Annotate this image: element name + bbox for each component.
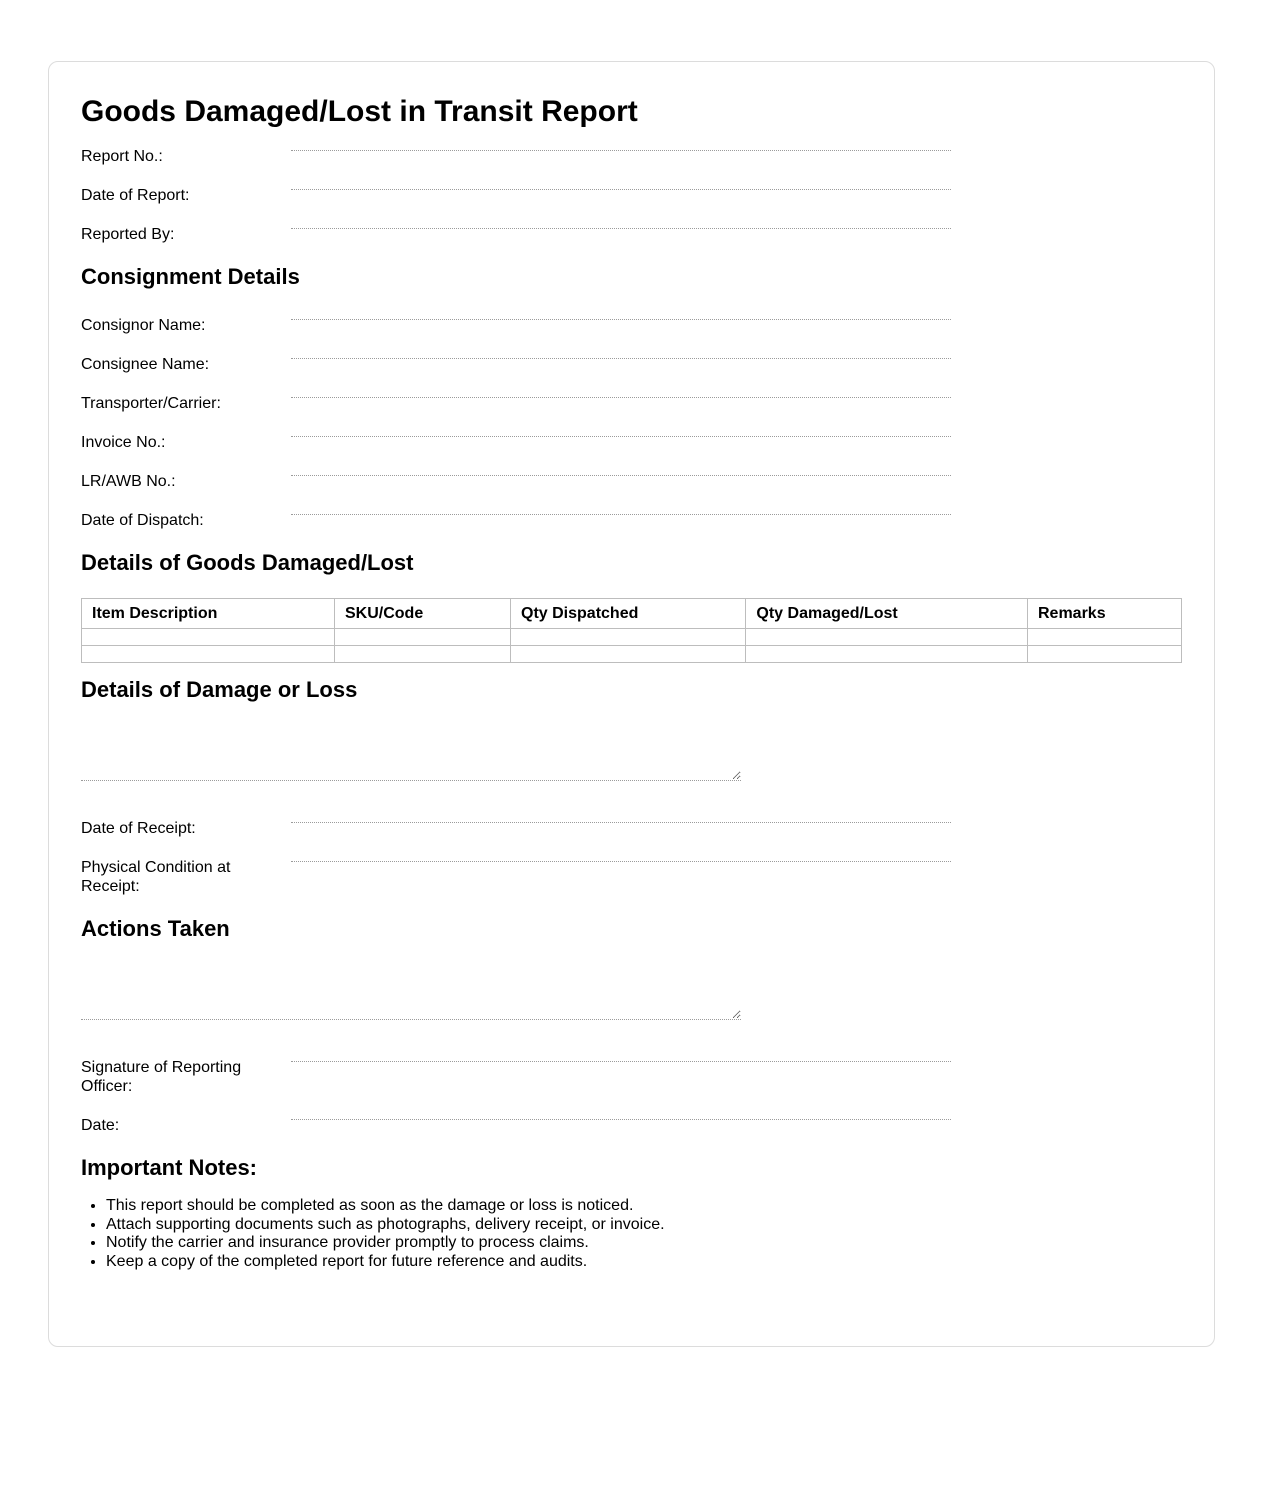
lr-awb-no-input[interactable] <box>291 472 951 476</box>
field-transporter-carrier <box>81 394 952 413</box>
column-header-sku-code: SKU/Code <box>335 599 511 629</box>
damage-description-textarea[interactable] <box>81 719 741 781</box>
invoice-no-label: Invoice No.: <box>81 434 166 451</box>
field-invoice-no <box>81 433 952 452</box>
page-title: Goods Damaged/Lost in Transit Report <box>81 95 638 128</box>
section-heading-consignment: Consignment Details <box>81 264 300 289</box>
date-of-dispatch-label: Date of Dispatch: <box>81 512 204 529</box>
consignor-name-label: Consignor Name: <box>81 317 206 334</box>
field-date-of-dispatch <box>81 511 952 530</box>
reported-by-input[interactable] <box>291 225 951 229</box>
field-consignee-name <box>81 355 952 374</box>
signature-input[interactable] <box>291 1058 951 1062</box>
list-item: • This report should be completed as soon as the damage or loss is noticed. <box>106 1197 1182 1216</box>
table-row <box>82 629 1182 646</box>
field-consignor-name <box>81 316 952 335</box>
table-cell <box>1027 629 1181 646</box>
physical-condition-label: Physical Condition at Receipt: <box>81 859 231 895</box>
date-of-receipt-label: Date of Receipt: <box>81 820 196 837</box>
table-cell <box>82 629 335 646</box>
column-header-remarks: Remarks <box>1027 599 1181 629</box>
consignor-name-input[interactable] <box>291 316 951 320</box>
page-background <box>0 61 1263 1493</box>
transporter-carrier-input[interactable] <box>291 394 951 398</box>
table-cell <box>82 646 335 663</box>
consignee-name-label: Consignee Name: <box>81 356 210 373</box>
reported-by-label: Reported By: <box>81 226 175 243</box>
table-cell <box>746 629 1028 646</box>
date-of-receipt-input[interactable] <box>291 819 951 823</box>
table-cell <box>511 646 746 663</box>
field-reported-by <box>81 225 952 244</box>
table-row <box>82 646 1182 663</box>
list-item: • Keep a copy of the completed report for future reference and audits. <box>106 1253 1182 1272</box>
field-report-no <box>81 147 952 166</box>
table-cell <box>1027 646 1181 663</box>
date-of-report-input[interactable] <box>291 186 951 190</box>
section-heading-goods: Details of Goods Damaged/Lost <box>81 550 414 575</box>
report-no-input[interactable] <box>291 147 951 151</box>
signature-date-input[interactable] <box>291 1116 951 1120</box>
table-cell <box>511 629 746 646</box>
field-signature <box>81 1058 952 1096</box>
column-header-item-description: Item Description <box>82 599 335 629</box>
field-signature-date <box>81 1116 952 1135</box>
field-physical-condition <box>81 858 952 896</box>
table-cell <box>335 629 511 646</box>
field-date-of-report <box>81 186 952 205</box>
signature-date-label: Date: <box>81 1117 120 1134</box>
list-item: • Attach supporting documents such as photographs, delivery receipt, or invoice. <box>106 1216 1182 1235</box>
report-no-label: Report No.: <box>81 148 163 165</box>
date-of-dispatch-input[interactable] <box>291 511 951 515</box>
section-heading-actions: Actions Taken <box>81 916 230 941</box>
signature-label: Signature of Reporting Officer: <box>81 1059 242 1095</box>
goods-table-header-row <box>82 599 1182 629</box>
notes-list <box>81 1197 1182 1271</box>
actions-taken-textarea[interactable] <box>81 958 741 1020</box>
field-date-of-receipt <box>81 819 952 838</box>
transporter-carrier-label: Transporter/Carrier: <box>81 395 221 412</box>
section-heading-notes: Important Notes: <box>81 1155 257 1180</box>
field-lr-awb-no <box>81 472 952 491</box>
section-heading-damage: Details of Damage or Loss <box>81 677 358 702</box>
table-cell <box>746 646 1028 663</box>
goods-table <box>81 598 1182 663</box>
consignee-name-input[interactable] <box>291 355 951 359</box>
report-content <box>81 94 1182 1302</box>
date-of-report-label: Date of Report: <box>81 187 190 204</box>
lr-awb-no-label: LR/AWB No.: <box>81 473 176 490</box>
report-card <box>48 61 1215 1347</box>
column-header-qty-damaged-lost: Qty Damaged/Lost <box>746 599 1028 629</box>
invoice-no-input[interactable] <box>291 433 951 437</box>
table-cell <box>335 646 511 663</box>
column-header-qty-dispatched: Qty Dispatched <box>511 599 746 629</box>
list-item: • Notify the carrier and insurance provider promptly to process claims. <box>106 1234 1182 1253</box>
physical-condition-input[interactable] <box>291 858 951 862</box>
